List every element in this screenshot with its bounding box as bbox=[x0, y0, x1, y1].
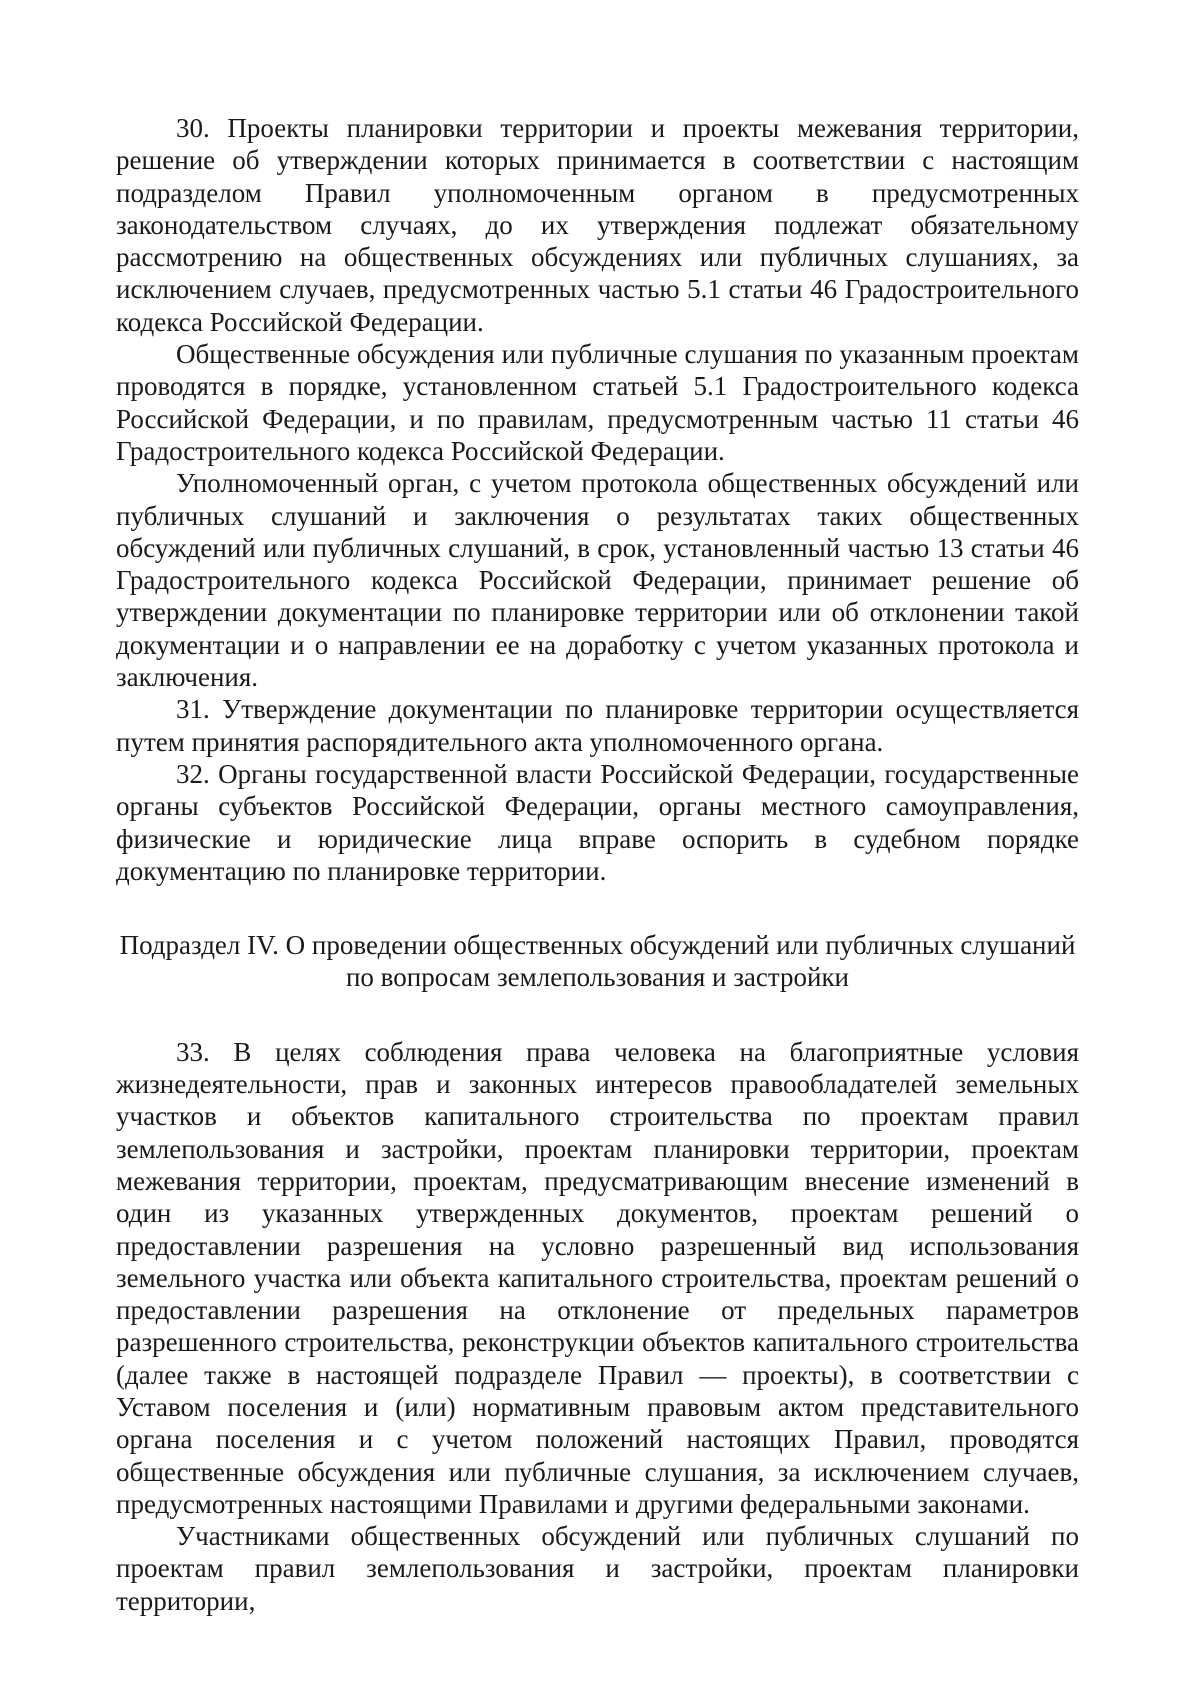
section-heading-line-1: Подраздел IV. О проведении общественных обсуждений или публичных слушаний bbox=[119, 930, 1076, 961]
paragraph-32: 32. Органы государственной власти Российской Федерации, государственные органы субъектов Российской Федерации, органы местного самоуправления, физические и юридические лица вправе оспорить в судебном порядке документацию по планировке территории. bbox=[116, 758, 1079, 886]
paragraph-30-authorized-body: Уполномоченный орган, с учетом протокола общественных обсуждений или публичных слушаний и заключения о результатах таких общественных обсуждений или публичных слушаний, в срок, установленный частью 13 статьи 46 Градостроительного кодекса Российской Федерации, принимает решение об утверждении документации по планировке территории или об отклонении такой документации и о направлении ее на доработку с учетом указанных протокола и заключения. bbox=[116, 468, 1079, 693]
document-body bbox=[116, 112, 1079, 1617]
section-heading bbox=[116, 929, 1079, 994]
paragraph-33: 33. В целях соблюдения права человека на благоприятные условия жизнедеятельности, прав и законных интересов правообладателей земельных участков и объектов капитального строительства по проектам правил землепользования и застройки, проектам планировки территории, проектам межевания территории, проектам, предусматривающим внесение изменений в один из указанных утвержденных документов, проектам решений о предоставлении разрешения на условно разрешенный вид использования земельного участка или объекта капитального строительства, проектам решений о предоставлении разрешения на отклонение от предельных параметров разрешенного строительства, реконструкции объектов капитального строительства (далее также в настоящей подразделе Правил — проекты), в соответствии с Уставом поселения и (или) нормативным правовым актом представительного органа поселения и с учетом положений настоящих Правил, проводятся общественные обсуждения или публичные слушания, за исключением случаев, предусмотренных настоящими Правилами и другими федеральными законами. bbox=[116, 1036, 1079, 1519]
paragraph-30-public-hearings: Общественные обсуждения или публичные слушания по указанным проектам проводятся в порядке, установленном статьей 5.1 Градостроительного кодекса Российской Федерации, и по правилам, предусмотренным частью 11 статьи 46 Градостроительного кодекса Российской Федерации. bbox=[116, 339, 1079, 466]
paragraph-30: 30. Проекты планировки территории и проекты межевания территории, решение об утверждении которых принимается в соответствии с настоящим подразделом Правил уполномоченным органом в предусмотренных законодательством случаях, до их утверждения подлежат обязательному рассмотрению на общественных обсуждениях или публичных слушаниях, за исключением случаев, предусмотренных частью 5.1 статьи 46 Градостроительного кодекса Российской Федерации. bbox=[116, 113, 1079, 337]
section-heading-line-2: по вопросам землепользования и застройки bbox=[345, 962, 850, 993]
paragraph-31: 31. Утверждение документации по планировке территории осуществляется путем принятия распорядительного акта уполномоченного органа. bbox=[116, 694, 1079, 757]
paragraph-33-participants: Участниками общественных обсуждений или публичных слушаний по проектам правил землепользования и застройки, проектам планировки территории, bbox=[116, 1521, 1079, 1616]
